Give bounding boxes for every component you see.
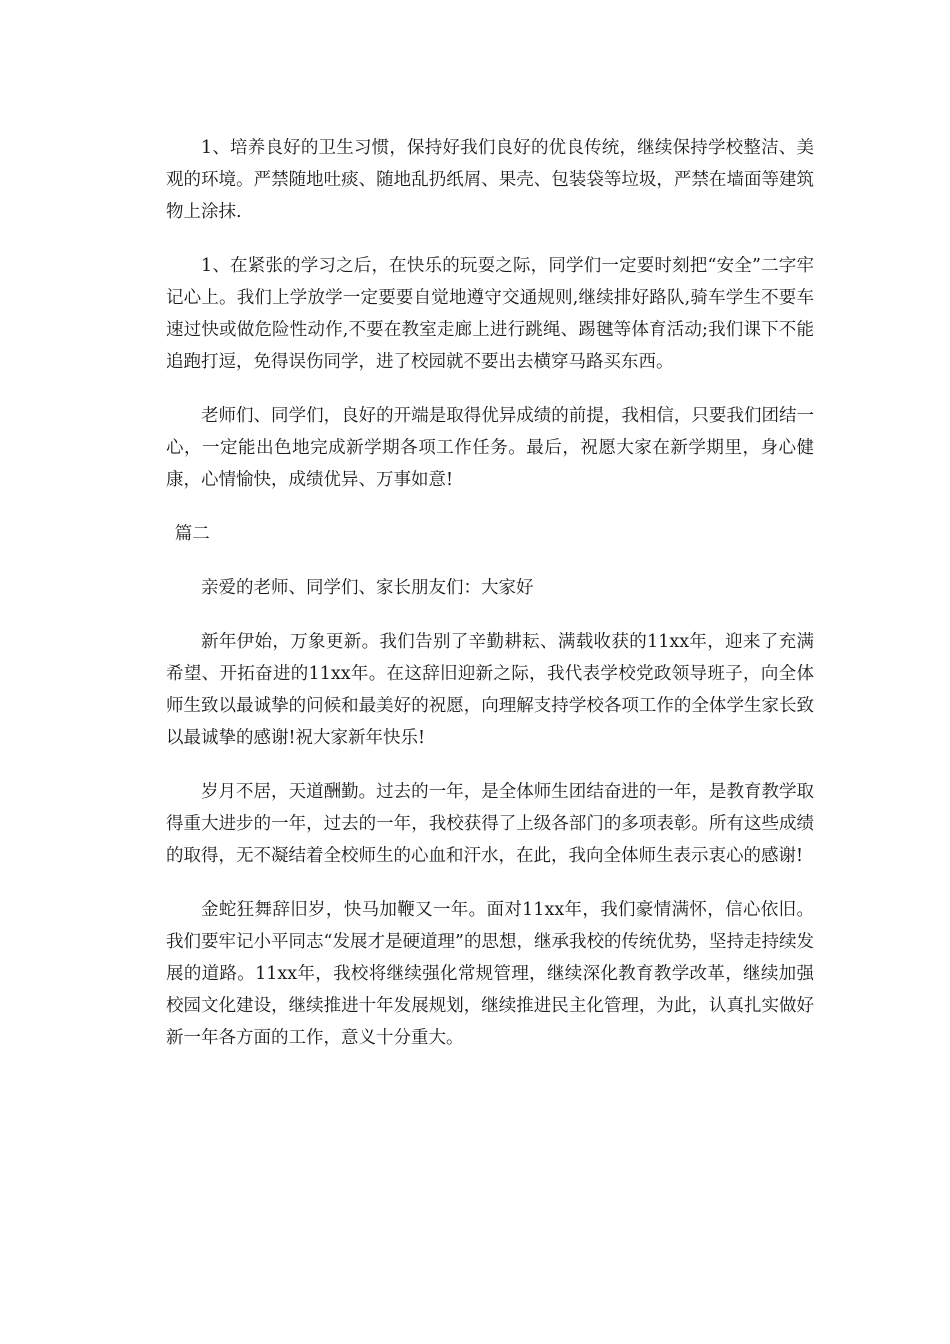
paragraph-hygiene: 1、培养良好的卫生习惯，保持好我们良好的优良传统，继续保持学校整洁、美观的环境。严禁随地吐痰、随地乱扔纸屑、果壳、包装袋等垃圾，严禁在墙面等建筑物上涂抹. [166,138,814,222]
paragraph-new-year: 新年伊始，万象更新。我们告别了辛勤耕耘、满载收获的11xx年，迎来了充满希望、开拓奋进的11xx年。在这辞旧迎新之际，我代表学校党政领导班子，向全体师生致以最诚挚的问候和最美好的祝愿，向理解支持学校各项工作的全体学生家长致以最诚挚的感谢!祝大家新年快乐! [166,632,814,748]
paragraph-safety: 1、在紧张的学习之后，在快乐的玩耍之际，同学们一定要时刻把“安全”二字牢记心上。我们上学放学一定要要自觉地遵守交通规则,继续排好路队,骑车学生不要车速过快或做危险性动作,不要在教室走廊上进行跳绳、踢毽等体育活动;我们课下不能追跑打逗，免得误伤同学，进了校园就不要出去横穿马路买东西。 [166,256,814,372]
paragraph-past-year: 岁月不居，天道酬勤。过去的一年，是全体师生团结奋进的一年，是教育教学取得重大进步的一年，过去的一年，我校获得了上级各部门的多项表彰。所有这些成绩的取得，无不凝结着全校师生的心血和汗水，在此，我向全体师生表示衷心的感谢! [166,782,814,866]
section-heading: 篇二 [174,524,210,544]
document-body [166,132,814,1076]
greeting: 亲爱的老师、同学们、家长朋友们：大家好 [201,578,534,598]
paragraph-plans: 金蛇狂舞辞旧岁，快马加鞭又一年。面对11xx年，我们豪情满怀，信心依旧。我们要牢记小平同志“发展才是硬道理”的思想，继承我校的传统优势，坚持走持续发展的道路。11xx年，我校将继续强化常规管理，继续深化教育教学改革，继续加强校园文化建设，继续推进十年发展规划，继续推进民主化管理，为此，认真扎实做好新一年各方面的工作，意义十分重大。 [166,900,814,1048]
paragraph-closing: 老师们、同学们，良好的开端是取得优异成绩的前提，我相信，只要我们团结一心，一定能出色地完成新学期各项工作任务。最后，祝愿大家在新学期里，身心健康，心情愉快，成绩优异、万事如意! [166,406,814,490]
